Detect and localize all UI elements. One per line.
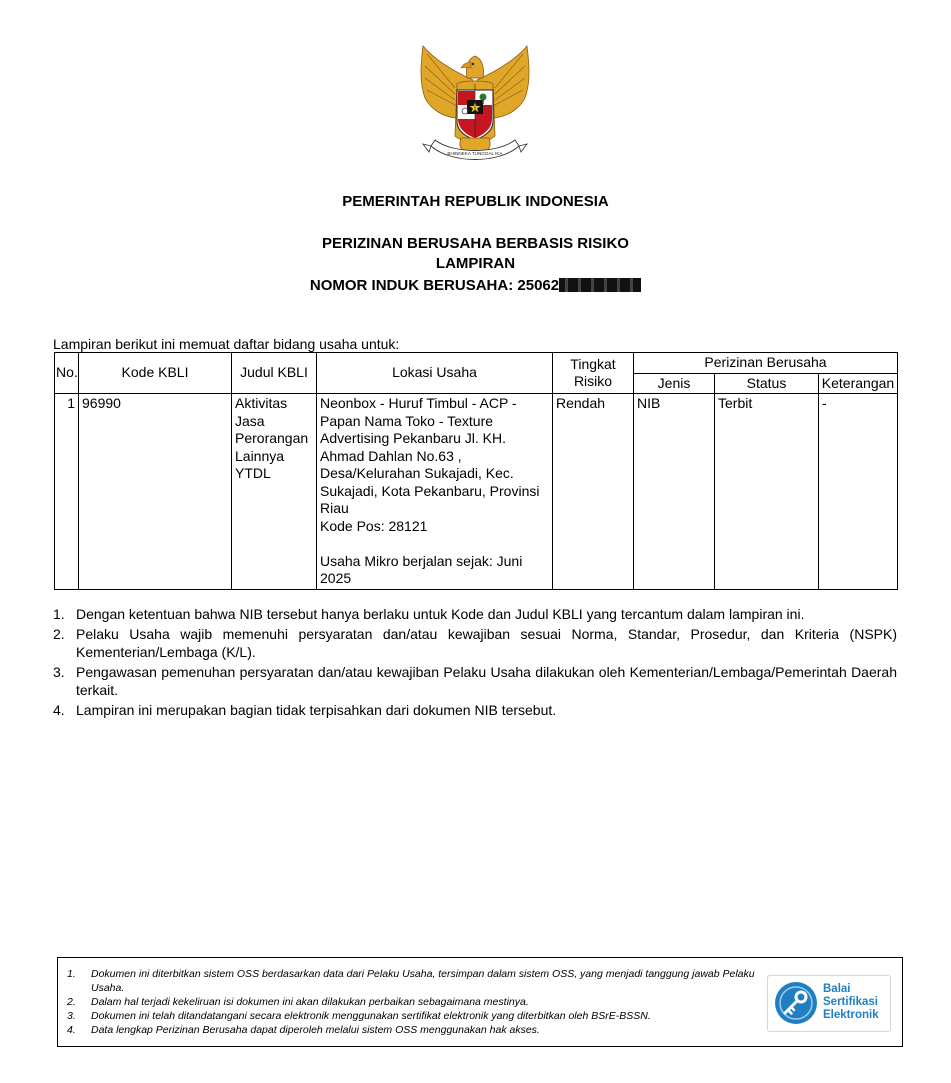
bsre-line: Balai xyxy=(823,983,851,995)
lokasi-line: Usaha Mikro berjalan sejak: Juni xyxy=(320,552,523,569)
footer-text: Dokumen ini diterbitkan sistem OSS berdasarkan data dari Pelaku Usaha, tersimpan dalam sistem OSS, yang menjadi tanggung jawab Pelaku Usaha. xyxy=(91,968,755,994)
header-status: Status xyxy=(715,373,819,394)
judul-line: Jasa xyxy=(235,412,265,429)
note-text: Lampiran ini merupakan bagian tidak terpisahkan dari dokumen NIB tersebut. xyxy=(76,702,557,718)
footer-text: Dokumen ini telah ditandatangani secara elektronik menggunakan sertifikat elektronik yang diterbitkan oleh BSrE-BSSN. xyxy=(91,1010,651,1022)
garuda-emblem-icon xyxy=(411,40,539,172)
emblem-motto: BHINNEKA TUNGGAL IKA xyxy=(447,151,503,156)
footer-number: 1. xyxy=(67,968,76,980)
bsre-logo xyxy=(767,975,891,1032)
cell-keterangan: - xyxy=(819,394,898,590)
lokasi-line: 2025 xyxy=(320,570,352,586)
nib-redaction xyxy=(559,278,641,292)
header-risiko: Risiko xyxy=(573,373,613,389)
footer-item xyxy=(67,1023,767,1037)
note-item xyxy=(53,701,897,719)
lokasi-line: Ahmad Dahlan No.63 , xyxy=(320,447,462,464)
lokasi-line: Desa/Kelurahan Sukajadi, Kec. xyxy=(320,465,514,481)
lokasi-line: Kode Pos: 28121 xyxy=(320,517,428,534)
bsre-key-icon xyxy=(773,980,819,1026)
note-text: Dengan ketentuan bahwa NIB tersebut hanya berlaku untuk Kode dan Judul KBLI yang tercantum dalam lampiran ini. xyxy=(76,606,805,622)
nib-line xyxy=(0,276,951,296)
judul-line: Aktivitas xyxy=(235,395,288,411)
cell-tingkat-risiko: Rendah xyxy=(553,394,634,590)
footer-number: 2. xyxy=(67,996,76,1008)
bsre-line: Sertifikasi xyxy=(823,996,878,1008)
header-judul-kbli: Judul KBLI xyxy=(232,353,317,394)
note-number: 3. xyxy=(53,664,65,680)
intro-text: Lampiran berikut ini memuat daftar bidang usaha untuk: xyxy=(53,336,400,352)
note-number: 1. xyxy=(53,606,65,622)
note-text: Pelaku Usaha wajib memenuhi persyaratan dan/atau kewajiban sesuai Norma, Standar, Prosedur, dan Kriteria (NSPK) Kementerian/Lembaga (K/L). xyxy=(76,626,897,660)
footer-list xyxy=(67,967,767,1037)
header-perizinan-berusaha: Perizinan Berusaha xyxy=(634,353,898,374)
lokasi-line: Neonbox - Huruf Timbul - ACP - xyxy=(320,395,517,411)
cell-status: Terbit xyxy=(715,394,819,590)
cell-judul-kbli xyxy=(232,394,317,590)
lokasi-line: Riau xyxy=(320,500,349,516)
nib-label: NOMOR INDUK BERUSAHA: xyxy=(309,277,514,294)
lokasi-line: Sukajadi, Kota Pekanbaru, Provinsi xyxy=(320,482,540,499)
cell-no: 1 xyxy=(55,394,79,590)
footer-number: 4. xyxy=(67,1024,76,1036)
lokasi-line: Papan Nama Toko - Texture xyxy=(320,412,494,429)
lokasi-line: Advertising Pekanbaru Jl. KH. xyxy=(320,430,506,446)
footer-text: Dalam hal terjadi kekeliruan isi dokumen ini akan dilakukan perbaikan sebagaimana mestinya. xyxy=(91,996,529,1008)
kbli-table xyxy=(54,352,898,590)
nib-number: 25062 xyxy=(517,277,560,294)
header-jenis: Jenis xyxy=(634,373,715,394)
header-kode-kbli: Kode KBLI xyxy=(79,353,232,394)
bsre-logo-text xyxy=(823,983,879,1022)
footer-item xyxy=(67,967,767,995)
header-lokasi-usaha: Lokasi Usaha xyxy=(317,353,553,394)
notes-list xyxy=(53,605,897,721)
footer-item xyxy=(67,1009,767,1023)
note-number: 4. xyxy=(53,702,65,718)
bsre-line: Elektronik xyxy=(823,1009,879,1021)
document-subtitle: LAMPIRAN xyxy=(435,255,516,272)
cell-lokasi-usaha xyxy=(317,394,553,590)
note-item xyxy=(53,605,897,623)
footer-text: Data lengkap Perizinan Berusaha dapat diperoleh melalui sistem OSS menggunakan hak akses. xyxy=(91,1024,540,1036)
document-title: PERIZINAN BERUSAHA BERBASIS RISIKO xyxy=(322,235,629,252)
header-tingkat: Tingkat xyxy=(570,355,616,372)
note-item xyxy=(53,663,897,699)
note-item xyxy=(53,625,897,661)
note-text: Pengawasan pemenuhan persyaratan dan/atau kewajiban Pelaku Usaha dilakukan oleh Kementerian/Lembaga/Pemerintah Daerah terkait. xyxy=(76,664,897,698)
judul-line: YTDL xyxy=(235,465,271,481)
cell-kode-kbli: 96990 xyxy=(79,394,232,590)
header-keterangan: Keterangan xyxy=(819,373,898,394)
lokasi-line xyxy=(320,535,549,553)
table-row xyxy=(55,394,898,590)
judul-line: Lainnya xyxy=(235,447,285,464)
cell-jenis: NIB xyxy=(634,394,715,590)
footer-box xyxy=(57,957,903,1047)
footer-item xyxy=(67,995,767,1009)
header-no: No. xyxy=(55,353,79,394)
government-title: PEMERINTAH REPUBLIK INDONESIA xyxy=(342,193,609,210)
header-tingkat-risiko xyxy=(553,353,634,394)
note-number: 2. xyxy=(53,626,65,642)
footer-number: 3. xyxy=(67,1010,76,1022)
judul-line: Perorangan xyxy=(235,430,309,446)
